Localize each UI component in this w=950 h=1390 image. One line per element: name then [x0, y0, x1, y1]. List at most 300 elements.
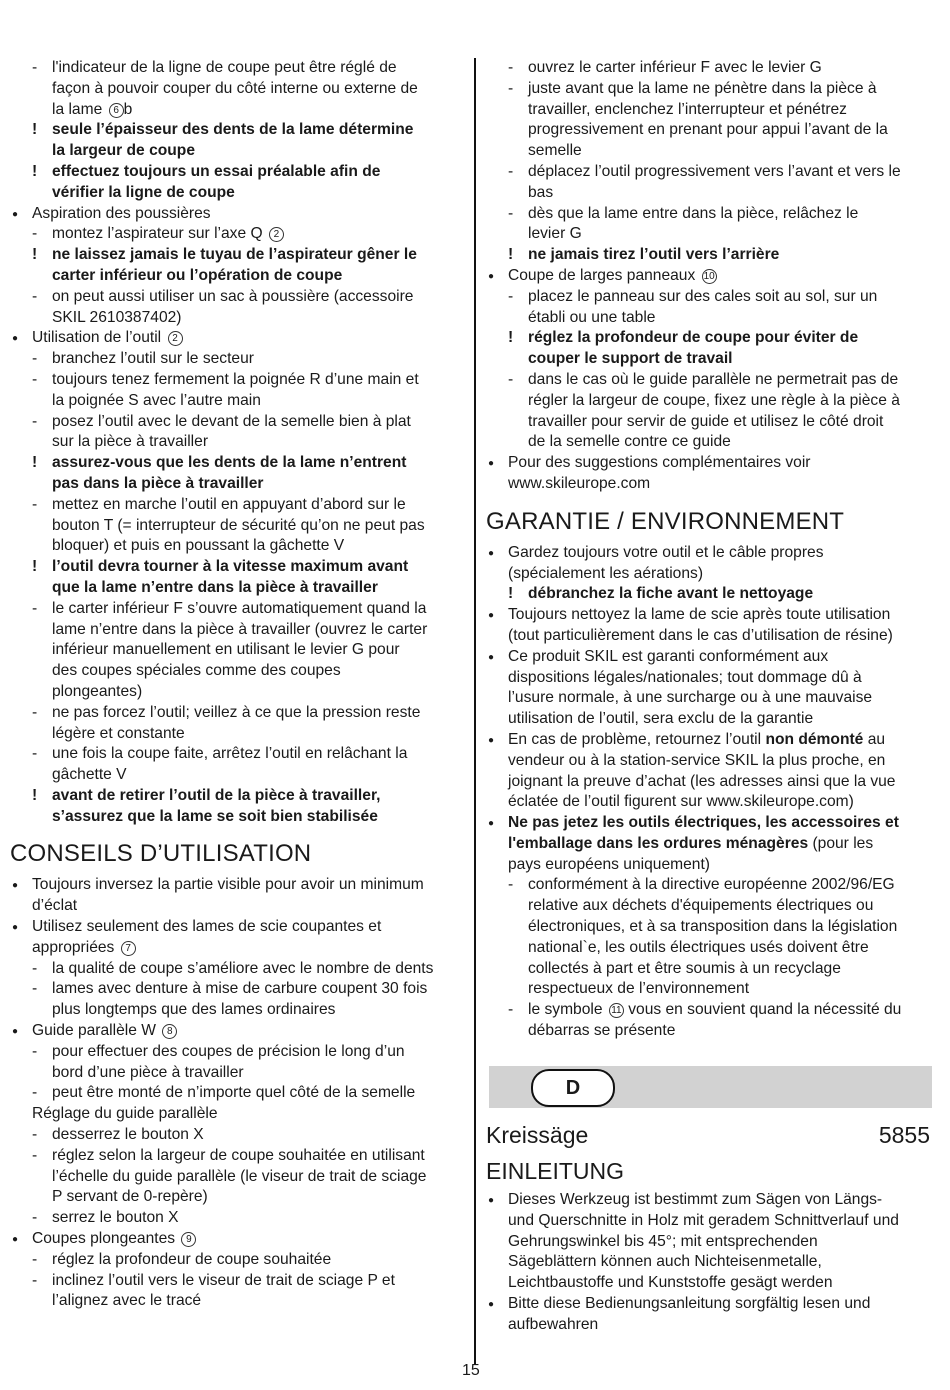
line-text	[52, 495, 406, 516]
text: Guide parallèle W	[32, 1022, 156, 1040]
intro-heading: EINLEITUNG	[486, 1158, 625, 1184]
line-text	[508, 543, 824, 564]
line-text	[52, 432, 208, 453]
text-line	[10, 432, 466, 453]
text-line	[486, 1315, 938, 1336]
text: und Querschnitte in Holz mit geradem Schnittverlauf und	[508, 1211, 899, 1229]
text-line	[10, 183, 466, 204]
bullet-item	[486, 543, 938, 564]
text-line	[10, 1146, 466, 1167]
line-text	[528, 896, 873, 917]
text: dès que la lame entre dans la pièce, relâchez le	[528, 204, 859, 222]
line-text	[32, 917, 381, 938]
bullet-icon: ●	[12, 1026, 19, 1038]
line-text	[52, 578, 378, 599]
bullet-item	[10, 1021, 466, 1042]
text: appropriées	[32, 938, 115, 956]
warning-icon: !	[508, 246, 514, 264]
line-text	[508, 266, 717, 287]
line-text	[52, 724, 185, 745]
dash-marker: -	[32, 350, 38, 368]
line-text	[52, 224, 284, 245]
line-text	[508, 1273, 833, 1294]
line-text	[52, 703, 420, 724]
text: desserrez le bouton X	[52, 1126, 204, 1144]
line-text	[528, 204, 858, 225]
bullet-icon: ●	[488, 818, 495, 830]
text: l'emballage dans les ordures ménagères	[508, 834, 809, 852]
text-line	[486, 668, 938, 689]
text-line	[486, 100, 938, 121]
text: l’alignez avec le tracé	[52, 1292, 202, 1310]
line-text	[508, 834, 873, 855]
text: respectueux de l’environnement	[528, 980, 750, 998]
text: sur la pièce à travailler	[52, 433, 209, 451]
text: façon à pouvoir couper du côté interne ou externe de	[52, 79, 418, 97]
dash-marker: -	[32, 412, 38, 430]
text-line	[10, 141, 466, 162]
line-text	[528, 120, 888, 141]
line-text	[52, 245, 417, 266]
dash-marker: -	[32, 980, 38, 998]
text-line	[10, 896, 466, 917]
text: Ce produit SKIL est garanti conformément aux	[508, 647, 829, 665]
figure-ref-icon: 7	[121, 941, 136, 956]
text: ouvrez le carter inférieur F avec le levier G	[528, 59, 822, 76]
line-text	[52, 58, 397, 79]
line-text	[528, 349, 733, 370]
warning-icon: !	[32, 454, 38, 472]
bullet-icon: ●	[12, 922, 19, 934]
text: réglez la profondeur de coupe pour éviter de	[528, 329, 859, 347]
bullet-item	[10, 917, 466, 938]
line-text	[528, 584, 813, 605]
text: inférieur manuellement en utilisant le levier G pour	[52, 641, 400, 659]
after-text: au	[867, 730, 886, 748]
figure-ref-icon: 2	[269, 227, 284, 242]
text: une fois la coupe faite, arrêtez l’outil en relâchant la	[52, 745, 408, 763]
text: déplacez l’outil progressivement vers l’avant et vers le	[528, 162, 901, 180]
warning-line	[10, 120, 466, 141]
text-line	[486, 875, 938, 896]
text: débranchez la fiche avant le nettoyage	[528, 585, 814, 603]
line-text	[528, 183, 553, 204]
text: légère et constante	[52, 724, 185, 742]
bullet-icon: ●	[488, 458, 495, 470]
line-text	[52, 1000, 335, 1021]
dash-marker: -	[32, 495, 38, 513]
text: assurez-vous que les dents de la lame n’entrent	[52, 454, 407, 472]
line-text	[32, 1229, 196, 1250]
text-line	[486, 896, 938, 917]
bullet-icon: ●	[12, 1234, 19, 1246]
text-line	[486, 1232, 938, 1253]
text-line	[10, 620, 466, 641]
text: que la lame n’entre dans la pièce à travailler	[52, 578, 378, 596]
text: Dieses Werkzeug ist bestimmt zum Sägen von Längs-	[508, 1191, 883, 1208]
text: branchez l’outil sur le secteur	[52, 350, 254, 368]
text: placez le panneau sur des cales soit au sol, sur un	[528, 287, 878, 305]
line-text	[32, 1021, 177, 1042]
line-text	[528, 875, 895, 896]
text: lame n’entre dans la pièce à travailler (ouvrez le carter	[52, 620, 428, 638]
text: pays européens uniquement)	[508, 855, 710, 873]
text: Toujours nettoyez la lame de scie après toute utilisation	[508, 606, 891, 624]
text: progressivement en prenant pour appui l’avant de la	[528, 121, 888, 139]
text-line	[10, 1208, 466, 1229]
text: toujours tenez fermement la poignée R d’une main et	[52, 370, 419, 388]
bullet-item	[486, 266, 938, 287]
text: vendeur ou à la station-service SKIL la plus proche, en	[508, 751, 886, 769]
text: www.skileurope.com	[508, 474, 651, 492]
warning-icon: !	[32, 786, 38, 804]
bullet-icon: ●	[488, 610, 495, 622]
line-text	[508, 668, 862, 689]
text-line	[486, 709, 938, 730]
line-text	[52, 1063, 244, 1084]
line-text	[508, 813, 899, 834]
bullet-icon: ●	[488, 547, 495, 559]
text: le symbole	[528, 1001, 603, 1019]
text: dispositions légales/nationales; tout dommage dû à	[508, 668, 862, 686]
text-line	[10, 1271, 466, 1292]
text: Gardez toujours votre outil et le câble propres	[508, 543, 824, 561]
text: Utilisez seulement des lames de scie coupantes et	[32, 918, 382, 936]
bullet-icon: ●	[488, 734, 495, 746]
line-text	[52, 599, 426, 620]
text: Sägeblättern können auch Nichteisenmetalle,	[508, 1253, 822, 1271]
text: utilisation de l’outil, sera exclu de la garantie	[508, 710, 814, 728]
text: collectés à part et être soumis à un recyclage	[528, 959, 841, 977]
line-text	[52, 1146, 425, 1167]
text-line	[10, 661, 466, 682]
text-line	[10, 703, 466, 724]
bullet-icon: ●	[488, 651, 495, 663]
language-bar	[489, 1066, 932, 1108]
text-line	[10, 391, 466, 412]
suffix-text: b	[123, 100, 133, 118]
line-text	[52, 807, 378, 828]
text: effectuez toujours un essai préalable afin de	[52, 162, 381, 180]
text-line	[10, 1104, 466, 1125]
text-line	[486, 855, 938, 876]
text: bouton T (= interrupteur de sécurité qu’on ne peut pas	[52, 516, 425, 534]
line-text	[52, 308, 181, 329]
text: seule l’épaisseur des dents de la lame détermine	[52, 121, 414, 139]
bullet-icon: ●	[12, 333, 19, 345]
text: l’outil devra tourner à la vitesse maximum avant	[52, 558, 409, 576]
figure-ref-icon: 2	[168, 331, 183, 346]
text: pas dans la pièce à travailler	[52, 474, 264, 492]
bullet-item	[486, 730, 938, 751]
line-text	[528, 328, 858, 349]
line-text	[32, 328, 183, 349]
line-text	[52, 79, 418, 100]
text-line	[486, 141, 938, 162]
line-text	[32, 938, 136, 959]
text-line	[10, 807, 466, 828]
line-text	[528, 245, 779, 266]
line-text	[52, 516, 425, 537]
dash-marker: -	[32, 287, 38, 305]
text: avant de retirer l’outil de la pièce à travailler,	[52, 786, 381, 804]
line-text	[32, 204, 211, 225]
dash-marker: -	[32, 1084, 38, 1102]
bold-text: non démonté	[765, 730, 864, 748]
text-line	[486, 1211, 938, 1232]
text: l'indicateur de la ligne de coupe peut être réglé de	[52, 59, 397, 76]
text-line	[486, 287, 938, 308]
text-line	[486, 183, 938, 204]
text: ne jamais tirez l’outil vers l’arrière	[528, 246, 780, 264]
line-text	[508, 730, 885, 751]
text: vérifier la ligne de coupe	[52, 183, 235, 201]
line-text	[52, 349, 254, 370]
figure-ref-icon: 6	[109, 103, 124, 118]
warning-icon: !	[32, 121, 38, 139]
text-line	[10, 599, 466, 620]
text-line	[486, 58, 938, 79]
text-line	[10, 578, 466, 599]
text-line	[10, 1125, 466, 1146]
line-text	[52, 120, 413, 141]
line-text	[508, 647, 828, 668]
text: travailler pour servir de guide et utilisez le côté droit	[528, 412, 884, 430]
text: plus longtemps que des lames ordinaires	[52, 1001, 336, 1019]
text: de la semelle contre ce guide	[528, 433, 731, 451]
warning-icon: !	[32, 558, 38, 576]
line-text	[52, 979, 427, 1000]
text-line	[10, 682, 466, 703]
line-text	[52, 1271, 395, 1292]
after-text: (pour les	[812, 834, 874, 852]
text-line	[486, 1000, 938, 1021]
line-text	[52, 266, 342, 287]
text-line	[10, 474, 466, 495]
line-text	[528, 100, 847, 121]
line-text	[52, 765, 127, 786]
text-line	[486, 772, 938, 793]
text-line	[10, 224, 466, 245]
text: régler la largeur de coupe, fixez une règle à la pièce à	[528, 391, 900, 409]
line-text	[52, 162, 380, 183]
text-line	[10, 308, 466, 329]
text-line	[10, 100, 466, 121]
text-line	[486, 349, 938, 370]
text: la largeur de coupe	[52, 142, 195, 160]
dash-marker: -	[32, 59, 38, 76]
text-line	[10, 516, 466, 537]
text-line	[10, 1250, 466, 1271]
text-line	[486, 391, 938, 412]
dash-marker: -	[508, 370, 514, 388]
text-line	[10, 349, 466, 370]
bullet-item	[10, 328, 466, 349]
warning-line	[10, 453, 466, 474]
left-column	[10, 58, 466, 1312]
text-line	[10, 1000, 466, 1021]
text: la lame	[52, 100, 103, 118]
line-text	[52, 536, 344, 557]
warning-line	[10, 557, 466, 578]
text: montez l’aspirateur sur l’axe Q	[52, 225, 263, 243]
text: le carter inférieur F s’ouvre automatiquement quand la	[52, 599, 427, 617]
dash-marker: -	[508, 204, 514, 222]
text-line	[10, 370, 466, 391]
line-text	[52, 100, 132, 121]
dash-marker: -	[32, 370, 38, 388]
warning-icon: !	[508, 329, 514, 347]
text-line	[10, 79, 466, 100]
text: joignant la preuve d’achat (les adresses ainsi que la vue	[508, 772, 896, 790]
text: dans le cas où le guide parallèle ne permetrait pas de	[528, 370, 899, 388]
text-line	[486, 370, 938, 391]
bullet-item	[486, 1294, 938, 1315]
bullet-item	[10, 875, 466, 896]
text-line	[486, 432, 938, 453]
dash-marker: -	[32, 745, 38, 763]
text-line	[10, 640, 466, 661]
line-text	[508, 474, 650, 495]
dash-marker: -	[508, 59, 514, 76]
text-line	[10, 979, 466, 1000]
text: réglez la profondeur de coupe souhaitée	[52, 1250, 332, 1268]
line-text	[528, 1000, 901, 1021]
text: Coupe de larges panneaux	[508, 266, 696, 284]
line-text	[52, 1208, 179, 1229]
line-text	[508, 688, 872, 709]
line-text	[52, 1125, 204, 1146]
line-text	[528, 432, 731, 453]
text: établi ou une table	[528, 308, 656, 326]
bullet-icon: ●	[12, 208, 19, 220]
text-line	[486, 120, 938, 141]
text: gâchette V	[52, 766, 127, 784]
text: l’échelle du guide parallèle (le viseur de trait de sciage	[52, 1167, 427, 1185]
text: serrez le bouton X	[52, 1209, 179, 1227]
line-text	[52, 474, 264, 495]
bullet-icon: ●	[12, 880, 19, 892]
text-line	[10, 58, 466, 79]
line-text	[52, 1187, 208, 1208]
text: relative aux déchets d'équipements électriques ou	[528, 897, 874, 915]
language-badge: D	[531, 1069, 615, 1107]
line-text	[52, 141, 195, 162]
text: Bitte diese Bedienungsanleitung sorgfältig lesen und	[508, 1294, 871, 1312]
text: plongeantes)	[52, 682, 143, 700]
line-text	[32, 1104, 218, 1125]
text-line	[10, 744, 466, 765]
dash-marker: -	[32, 1126, 38, 1144]
text: Ne pas jetez les outils électriques, les accessoires et	[508, 814, 899, 832]
line-text	[52, 183, 235, 204]
bullet-item	[486, 813, 938, 834]
line-text	[52, 412, 411, 433]
dash-marker: -	[32, 1250, 38, 1268]
text-line	[10, 287, 466, 308]
bullet-icon: ●	[488, 270, 495, 282]
dash-marker: -	[32, 959, 38, 977]
warning-line	[10, 162, 466, 183]
text-line	[10, 938, 466, 959]
line-text	[508, 792, 854, 813]
bullet-item	[486, 453, 938, 474]
text: travailler, enclenchez l’interrupteur et pénétrez	[528, 100, 847, 118]
text-line	[486, 162, 938, 183]
text-line	[486, 564, 938, 585]
line-text	[52, 1250, 331, 1271]
text: réglez selon la largeur de coupe souhaitée en utilisant	[52, 1146, 425, 1164]
dash-marker: -	[508, 162, 514, 180]
line-text	[52, 744, 407, 765]
text: d’éclat	[32, 897, 78, 915]
text: SKIL 2610387402)	[52, 308, 182, 326]
figure-ref-icon: 11	[609, 1003, 624, 1018]
text: peut être monté de n’importe quel côté de la semelle	[52, 1084, 416, 1102]
product-title	[486, 1118, 930, 1152]
right-column	[486, 58, 938, 1042]
text: couper le support de travail	[528, 350, 733, 368]
section-heading: CONSEILS D’UTILISATION	[10, 840, 312, 868]
dash-marker: -	[508, 79, 514, 97]
line-text	[528, 224, 582, 245]
text: éclatée de l’outil figurent sur www.skileurope.com)	[508, 793, 854, 811]
dash-marker: -	[32, 225, 38, 243]
line-text	[52, 1167, 426, 1188]
text-line	[10, 1063, 466, 1084]
line-text	[508, 605, 890, 626]
warning-line	[486, 245, 938, 266]
page-number: 15	[462, 1362, 480, 1379]
text-line	[486, 1252, 938, 1273]
text-line	[10, 724, 466, 745]
text-line	[10, 959, 466, 980]
text: Utilisation de l’outil	[32, 329, 162, 347]
line-text	[528, 1021, 675, 1042]
text-line	[10, 1083, 466, 1104]
text-line	[486, 792, 938, 813]
line-text	[528, 938, 869, 959]
line-text	[52, 391, 261, 412]
text: (spécialement les aérations)	[508, 564, 704, 582]
text: aufbewahren	[508, 1315, 599, 1333]
line-text	[528, 917, 897, 938]
line-text	[508, 1252, 822, 1273]
text-line	[486, 308, 938, 329]
line-text	[52, 682, 142, 703]
line-text	[528, 79, 877, 100]
text: Leichtbaustoffe und Kunststoffe gesägt werden	[508, 1274, 833, 1292]
text: on peut aussi utiliser un sac à poussière (accessoire	[52, 287, 414, 305]
text: bloquer) et puis en poussant la gâchette V	[52, 537, 345, 555]
line-text	[528, 959, 841, 980]
line-text	[508, 1294, 870, 1315]
text-line	[486, 917, 938, 938]
model-number: 5855	[878, 1122, 930, 1148]
dash-marker: -	[508, 287, 514, 305]
line-text	[528, 162, 901, 183]
text-line	[10, 266, 466, 287]
dash-marker: -	[32, 1042, 38, 1060]
dash-marker: -	[32, 1146, 38, 1164]
text-line	[486, 1021, 938, 1042]
text-line	[486, 979, 938, 1000]
line-text	[52, 453, 406, 474]
text: ne laissez jamais le tuyau de l’aspirateur gêner le	[52, 246, 417, 264]
text: bord d’une pièce à travailler	[52, 1063, 244, 1081]
text: Gehrungswinkel bis 45°; mit entsprechenden	[508, 1232, 818, 1250]
warning-icon: !	[32, 246, 38, 264]
